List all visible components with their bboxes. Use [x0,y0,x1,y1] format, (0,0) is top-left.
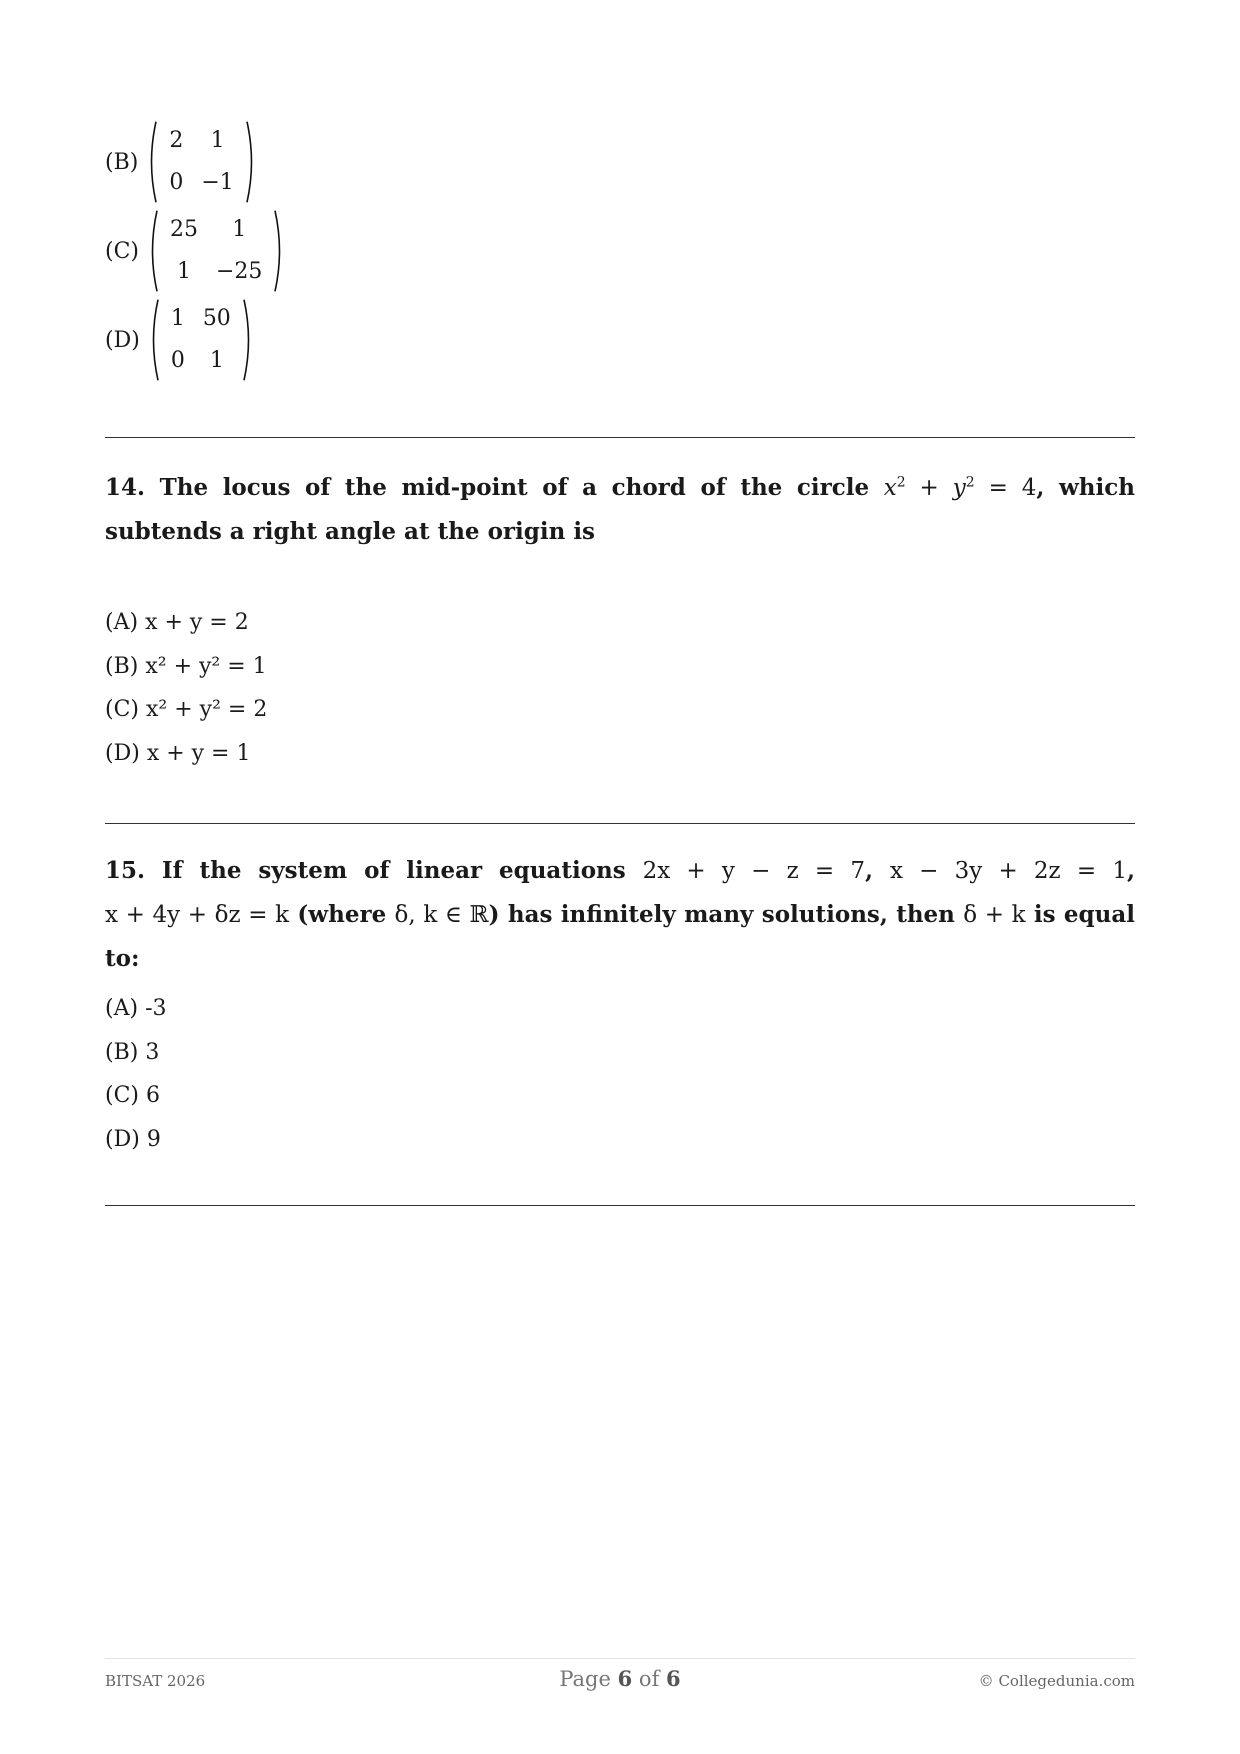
option-math: x² + y² = 2 [146,697,268,722]
math-var: x [883,475,897,501]
left-parenthesis [148,298,160,382]
option-b[interactable] [105,645,267,689]
matrix-cell: 1 [209,348,224,373]
option-a[interactable] [105,601,267,645]
matrix-cell: 1 [170,306,185,331]
math-rhs: = 4 [974,475,1037,501]
matrix-cell: 1 [210,128,225,153]
left-parenthesis [146,120,158,204]
equation-3: x + 4y + δz = k [105,902,290,928]
question-text: 15. If the system of linear equations [105,857,626,884]
option-value: -3 [145,996,167,1021]
option-d[interactable] [105,732,267,776]
option-value: 9 [146,1126,161,1152]
footer-copyright: © Collegedunia.com [978,1672,1135,1690]
option-c[interactable] [105,1074,167,1118]
matrix [147,209,285,293]
option-label: (B) [105,1039,139,1065]
option-value: 6 [146,1083,160,1108]
question-14-text [105,466,1135,554]
matrix-cell: 2 [169,128,184,153]
question-text: is equal to: [105,901,1135,972]
matrix-cell: 1 [232,217,247,242]
matrix-cell: 0 [170,348,185,373]
option-label: (D) [105,327,140,353]
option-b[interactable] [105,1031,167,1075]
matrix-cell: 50 [202,306,231,331]
question-text: ) has infinitely many solutions, then [488,901,955,928]
option-a[interactable] [105,987,167,1031]
option-c[interactable] [105,688,267,732]
separator: , [1126,857,1135,884]
question-divider [105,437,1135,438]
question-15-options [105,987,167,1161]
matrix [148,298,254,382]
option-label: (B) [105,653,139,679]
question-divider [105,823,1135,824]
matrix-cell: 1 [177,259,191,284]
math-var: y [952,475,966,501]
page-prefix: Page [559,1667,611,1691]
footer-exam-name: BITSAT 2026 [105,1672,206,1690]
option-math: x² + y² = 1 [145,653,267,679]
option-label: (D) [105,1126,140,1152]
equation-1: 2x + y − z = 7 [642,858,866,884]
question-text: , which subtends a right angle at the origin is [105,474,1135,545]
math-operator: + [905,475,953,501]
math-exponent: 2 [965,474,975,491]
page-of: of [638,1667,660,1691]
expression: δ + k [963,902,1026,928]
option-label: (C) [105,238,139,264]
circle-equation [884,475,1037,501]
option-label: (C) [105,1083,139,1108]
equation-2: x − 3y + 2z = 1 [889,858,1127,884]
left-parenthesis [147,209,159,293]
right-parenthesis [242,298,254,382]
option-label: (A) [105,996,139,1021]
page-current: 6 [617,1666,633,1691]
question-15-text [105,849,1135,981]
question-text: (where [297,901,387,928]
right-parenthesis [273,209,285,293]
option-value: 3 [145,1039,160,1065]
condition: δ, k ∈ ℝ [394,902,489,928]
math-exponent: 2 [896,474,906,491]
option-label: (D) [105,740,140,766]
separator: , [865,857,890,884]
option-label: (A) [105,610,139,635]
option-math: x + y = 1 [146,740,251,766]
matrix-cell: −25 [216,259,263,284]
option-label: (B) [105,149,139,175]
matrix-cell: −1 [201,170,234,195]
matrix-cell: 25 [170,217,198,242]
footer-divider [105,1658,1135,1659]
option-b-matrix [105,120,257,204]
right-parenthesis [245,120,257,204]
page-total: 6 [666,1666,681,1691]
option-c-matrix [105,209,285,293]
matrix-cell: 0 [169,170,184,195]
option-d[interactable] [105,1118,167,1162]
option-label: (C) [105,697,139,722]
option-math: x + y = 2 [145,610,249,635]
matrix [146,120,256,204]
option-d-matrix [105,298,254,382]
question-divider [105,1205,1135,1206]
question-14-options [105,601,267,775]
question-text: 14. The locus of the mid-point of a chord of the circle [105,474,870,501]
